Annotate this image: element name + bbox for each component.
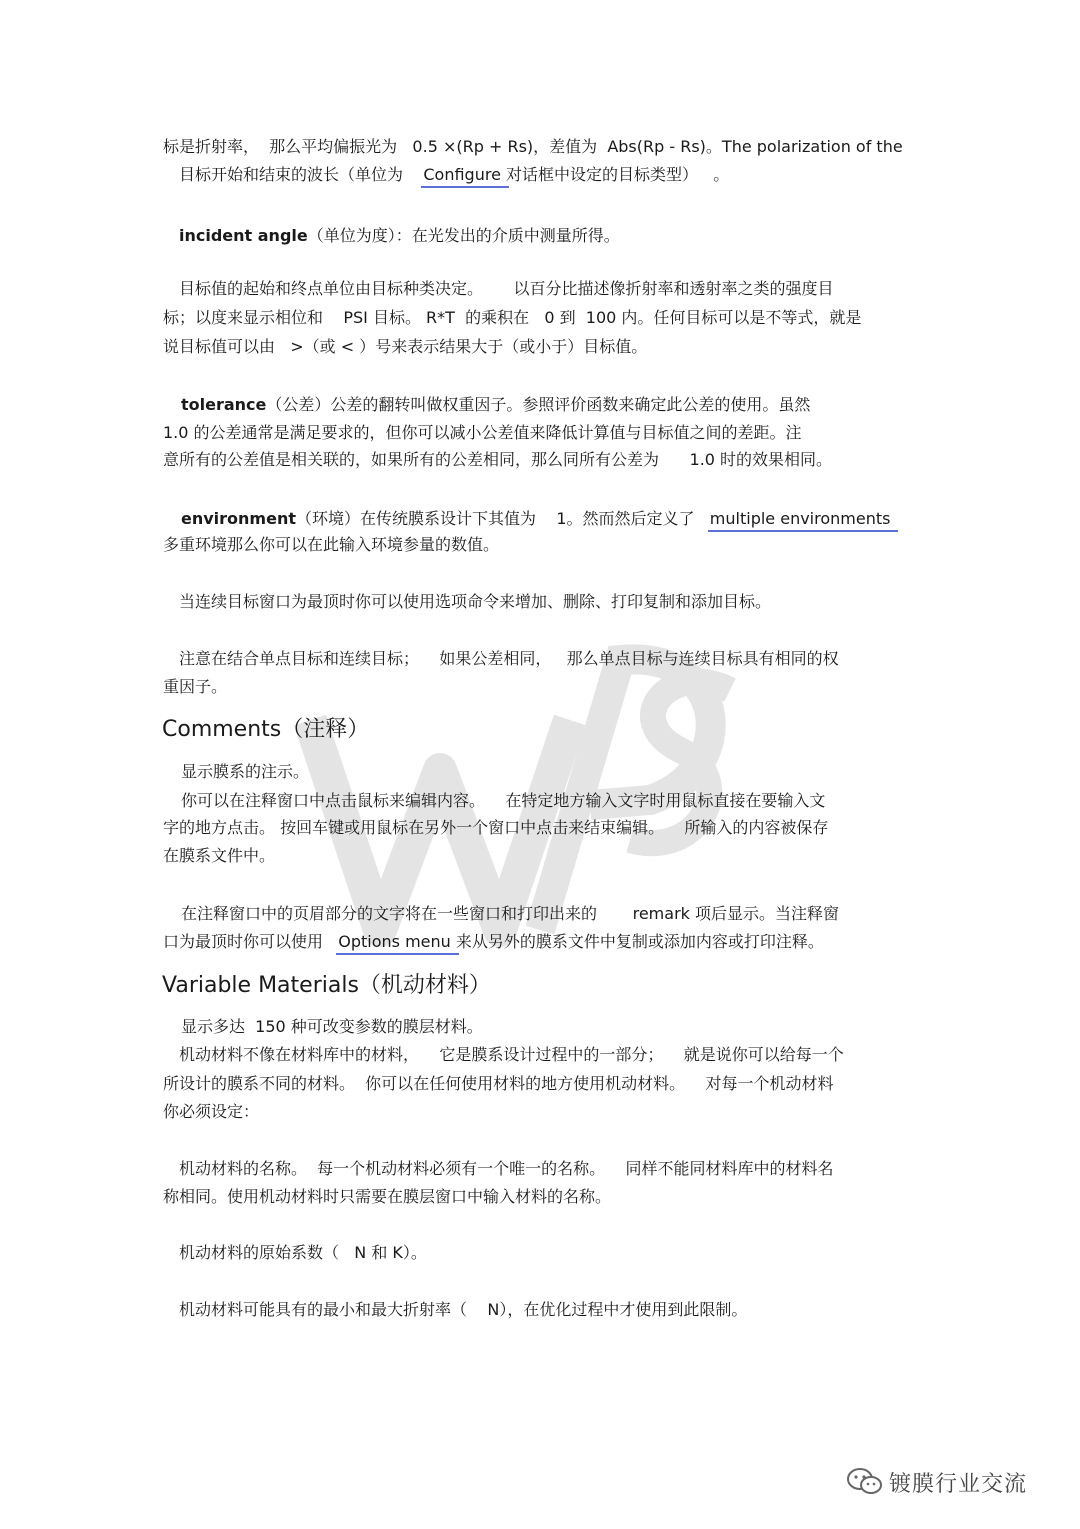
paragraph-line: 显示多达 150 种可改变参数的膜层材料。 [181, 1017, 483, 1036]
text-span: （单位为度）：在光发出的介质中测量所得。 [307, 226, 620, 245]
paragraph-line: 你必须设定： [163, 1102, 260, 1121]
paragraph-line: 机动材料的名称。 每一个机动材料必须有一个唯一的名称。 同样不能同材料库中的材料名 [179, 1159, 834, 1178]
heading-variable-materials: Variable Materials（机动材料） [162, 973, 491, 998]
paragraph-line: 机动材料可能具有的最小和最大折射率（ N），在优化过程中才使用到此限制。 [179, 1300, 748, 1319]
options-menu-link[interactable]: Options menu [338, 932, 451, 951]
heading-comments: Comments（注释） [162, 717, 370, 742]
term-tolerance: tolerance [181, 395, 267, 414]
paragraph-line [181, 509, 890, 529]
text-span: 口为最顶时你可以使用 [163, 932, 339, 951]
account-name: 镀膜行业交流 [889, 1471, 1028, 1497]
paragraph-line [179, 165, 729, 185]
paragraph-line: 当连续目标窗口为最顶时你可以使用选项命令来增加、删除、打印复制和添加目标。 [179, 592, 772, 611]
paragraph-line: 称相同。使用机动材料时只需要在膜层窗口中输入材料的名称。 [163, 1187, 612, 1206]
multiple-environments-link[interactable]: multiple environments [709, 509, 891, 528]
wechat-footer [845, 1462, 1027, 1502]
paragraph-line: 你可以在注释窗口中点击鼠标来编辑内容。 在特定地方输入文字时用鼠标直接在要输入文 [181, 791, 826, 810]
paragraph-line [181, 395, 810, 415]
paragraph-line: 字的地方点击。 按回车键或用鼠标在另外一个窗口中点击来结束编辑。 所输入的内容被保存 [163, 818, 829, 837]
paragraph-line: 注意在结合单点目标和连续目标； 如果公差相同， 那么单点目标与连续目标具有相同的权 [179, 649, 839, 668]
term-incident-angle: incident angle [179, 226, 308, 245]
paragraph-line: 显示膜系的注示。 [181, 762, 310, 781]
paragraph-line: 说目标值可以由 >（或 < ）号来表示结果大于（或小于）目标值。 [163, 337, 648, 356]
paragraph-line: 机动材料的原始系数（ N 和 K）。 [179, 1243, 427, 1262]
paragraph-line: 在注释窗口中的页眉部分的文字将在一些窗口和打印出来的 remark 项后显示。当注释窗 [181, 904, 839, 923]
paragraph-line: 目标值的起始和终点单位由目标种类决定。 以百分比描述像折射率和透射率之类的强度目 [179, 279, 834, 298]
paragraph-line: 标；以度来显示相位和 PSI 目标。 R*T 的乘积在 0 到 100 内。任何目标可以是不等式，就是 [163, 308, 862, 327]
text-span: 对话框中设定的目标类型） 。 [500, 165, 730, 184]
term-environment: environment [181, 509, 296, 528]
text-span: 来从另外的膜系文件中复制或添加内容或打印注释。 [450, 932, 824, 951]
paragraph-line: 重因子。 [163, 677, 228, 696]
paragraph-line: 意所有的公差值是相关联的，如果所有的公差相同，那么同所有公差为 1.0 时的效果相同。 [163, 450, 833, 469]
paragraph-line: 标是折射率， 那么平均偏振光为 0.5 ×(Rp + Rs)，差值为 Abs(Rp - Rs)。The polarization of the [163, 137, 903, 156]
paragraph-line [163, 932, 824, 952]
wechat-icon [845, 1466, 885, 1498]
paragraph-line [179, 226, 620, 246]
text-span: （公差）公差的翻转叫做权重因子。参照评价函数来确定此公差的使用。虽然 [266, 395, 811, 414]
text-span: （环境）在传统膜系设计下其值为 1。然而然后定义了 [296, 509, 710, 528]
paragraph-line: 多重环境那么你可以在此输入环境参量的数值。 [163, 535, 500, 554]
paragraph-line: 在膜系文件中。 [163, 846, 276, 865]
paragraph-line: 所设计的膜系不同的材料。 你可以在任何使用材料的地方使用机动材料。 对每一个机动材料 [163, 1074, 834, 1093]
configure-link[interactable]: Configure [423, 165, 501, 184]
text-span: 目标开始和结束的波长（单位为 [179, 165, 424, 184]
paragraph-line: 机动材料不像在材料库中的材料， 它是膜系设计过程中的一部分； 就是说你可以给每一个 [179, 1045, 844, 1064]
paragraph-line: 1.0 的公差通常是满足要求的，但你可以减小公差值来降低计算值与目标值之间的差距。注 [163, 423, 802, 442]
